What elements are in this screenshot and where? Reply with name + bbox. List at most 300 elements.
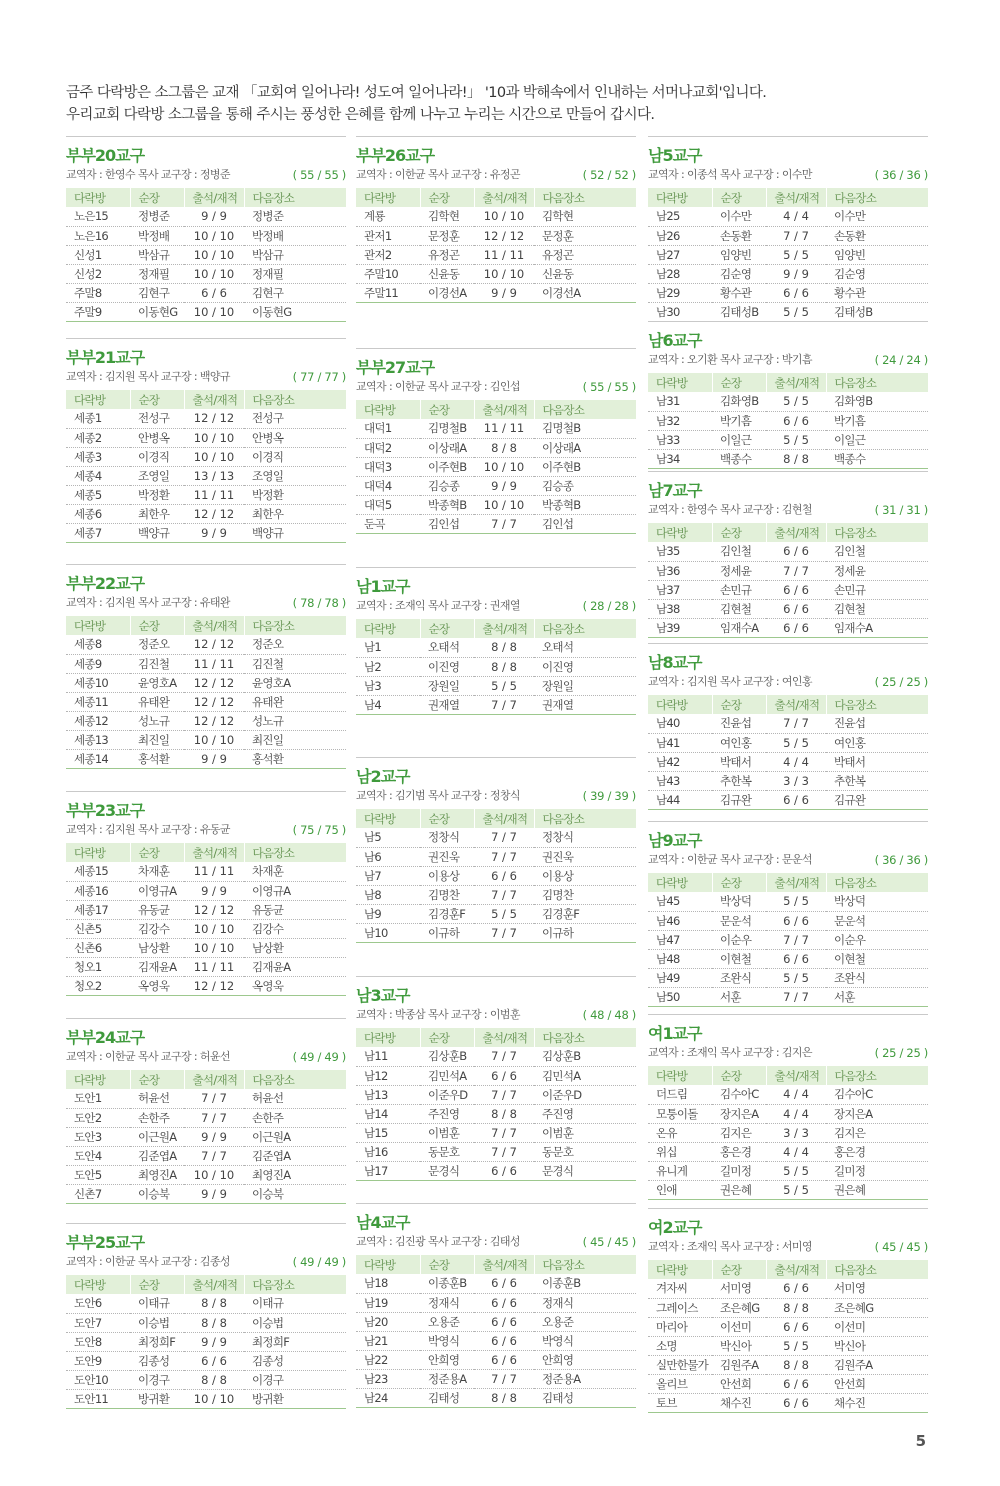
cell-next-place: 김순영 [826, 264, 928, 283]
cell-leader: 허윤선 [130, 1089, 184, 1108]
cell-next-place: 김태성B [826, 302, 928, 321]
cell-darakbang: 남40 [648, 714, 712, 733]
table-row [356, 885, 636, 904]
cell-attendance: 7 / 7 [474, 514, 534, 533]
cell-attendance: 8 / 8 [766, 449, 826, 468]
table-row [356, 1293, 636, 1312]
district-group [66, 1233, 346, 1409]
table-row [648, 987, 928, 1006]
cell-leader: 채수진 [712, 1394, 766, 1413]
district-staff: 교역자 : 이한균 목사 교구장 : 김종성 [66, 1255, 230, 1268]
table-row [356, 495, 636, 514]
table-row [648, 618, 928, 637]
header-darakbang: 다락방 [648, 695, 712, 714]
cell-darakbang: 세종2 [66, 428, 130, 447]
table-row [356, 1142, 636, 1161]
district-info [648, 501, 928, 519]
cell-darakbang: 소명 [648, 1336, 712, 1355]
cell-leader: 김민석A [420, 1066, 474, 1085]
district-attendance-total: ( 24 / 24 ) [874, 353, 928, 367]
cell-leader: 김종성 [130, 1351, 184, 1370]
cell-attendance: 10 / 10 [184, 302, 244, 321]
district-staff: 교역자 : 한영수 목사 교구장 : 정병준 [66, 168, 230, 181]
table-row [66, 428, 346, 447]
cell-next-place: 박삼규 [244, 245, 346, 264]
district-table [66, 616, 346, 769]
cell-next-place: 이태규 [244, 1294, 346, 1313]
cell-attendance: 7 / 7 [474, 1142, 534, 1161]
cell-next-place: 이진영 [534, 657, 636, 676]
cell-attendance: 9 / 9 [474, 283, 534, 302]
group-divider [648, 471, 928, 472]
cell-attendance: 7 / 7 [474, 847, 534, 866]
district-info [648, 166, 928, 184]
cell-attendance: 7 / 7 [474, 828, 534, 847]
cell-leader: 권재열 [420, 695, 474, 714]
header-leader: 순장 [420, 1028, 474, 1047]
cell-attendance: 8 / 8 [474, 638, 534, 657]
cell-next-place: 정재식 [534, 1293, 636, 1312]
cell-next-place: 김학현 [534, 207, 636, 226]
district-table [648, 373, 928, 469]
district-staff: 교역자 : 이한균 목사 교구장 : 허윤선 [66, 1050, 230, 1063]
cell-next-place: 김현철 [826, 599, 928, 618]
table-row [66, 207, 346, 226]
district-group [356, 767, 636, 943]
cell-attendance: 6 / 6 [766, 599, 826, 618]
group-divider [648, 321, 928, 322]
district-info [356, 1233, 636, 1251]
group-divider [648, 1014, 928, 1015]
cell-next-place: 이일근 [826, 430, 928, 449]
table-row [648, 1104, 928, 1123]
district-info [66, 166, 346, 184]
table-row [356, 1104, 636, 1123]
district-table [356, 188, 636, 303]
cell-darakbang: 남37 [648, 580, 712, 599]
header-darakbang: 다락방 [356, 809, 420, 828]
table-header-row [66, 1070, 346, 1089]
header-next-place: 다음장소 [244, 390, 346, 409]
cell-leader: 박정배 [130, 226, 184, 245]
header-leader: 순장 [712, 523, 766, 542]
district-group [66, 574, 346, 769]
cell-leader: 박영식 [420, 1331, 474, 1350]
district-table [356, 619, 636, 715]
cell-attendance: 6 / 6 [766, 411, 826, 430]
district-staff: 교역자 : 오기환 목사 교구장 : 박기흠 [648, 353, 812, 366]
cell-darakbang: 남41 [648, 733, 712, 752]
cell-darakbang: 도안8 [66, 1332, 130, 1351]
cell-darakbang: 도안9 [66, 1351, 130, 1370]
cell-attendance: 5 / 5 [766, 733, 826, 752]
header-next-place: 다음장소 [534, 1255, 636, 1274]
table-row [356, 283, 636, 302]
district-info [66, 1253, 346, 1271]
cell-darakbang: 남39 [648, 618, 712, 637]
district-staff: 교역자 : 이한균 목사 교구장 : 문운석 [648, 853, 812, 866]
table-row [648, 449, 928, 468]
cell-darakbang: 신성2 [66, 264, 130, 283]
header-next-place: 다음장소 [244, 843, 346, 862]
cell-leader: 김진철 [130, 654, 184, 673]
cell-next-place: 문경식 [534, 1162, 636, 1181]
cell-darakbang: 세종7 [66, 524, 130, 543]
cell-leader: 김명철B [420, 419, 474, 438]
district-staff: 교역자 : 김진광 목사 교구장 : 김태성 [356, 1235, 520, 1248]
header-next-place: 다음장소 [826, 873, 928, 892]
cell-leader: 김재윤A [130, 957, 184, 976]
cell-attendance: 6 / 6 [766, 790, 826, 809]
cell-leader: 정준오 [130, 635, 184, 654]
district-staff: 교역자 : 김지원 목사 교구장 : 유태완 [66, 596, 230, 609]
table-row [356, 1331, 636, 1350]
cell-leader: 김준엽A [130, 1146, 184, 1165]
table-row [66, 1108, 346, 1127]
table-row [66, 692, 346, 711]
cell-attendance: 6 / 6 [474, 866, 534, 885]
district-title: 부부22교구 [66, 574, 145, 593]
cell-attendance: 4 / 4 [766, 1085, 826, 1104]
cell-attendance: 8 / 8 [474, 1104, 534, 1123]
header-next-place: 다음장소 [534, 809, 636, 828]
cell-next-place: 김승종 [534, 476, 636, 495]
cell-darakbang: 세종12 [66, 711, 130, 730]
district-table [356, 809, 636, 943]
cell-attendance: 4 / 4 [766, 1142, 826, 1161]
table-header-row [66, 1275, 346, 1294]
cell-darakbang: 도안5 [66, 1165, 130, 1184]
cell-darakbang: 주말8 [66, 283, 130, 302]
header-darakbang: 다락방 [356, 619, 420, 638]
cell-attendance: 6 / 6 [766, 283, 826, 302]
table-row [648, 1085, 928, 1104]
cell-leader: 권진욱 [420, 847, 474, 866]
cell-darakbang: 신촌7 [66, 1184, 130, 1203]
header-attendance: 출석/재적 [184, 1275, 244, 1294]
cell-darakbang: 남9 [356, 904, 420, 923]
header-darakbang: 다락방 [66, 188, 130, 207]
cell-attendance: 9 / 9 [184, 750, 244, 769]
cell-attendance: 6 / 6 [766, 1317, 826, 1336]
district-attendance-total: ( 45 / 45 ) [874, 1240, 928, 1254]
table-row [648, 1298, 928, 1317]
cell-attendance: 10 / 10 [474, 495, 534, 514]
cell-leader: 안선희 [712, 1374, 766, 1393]
header-next-place: 다음장소 [244, 1070, 346, 1089]
cell-leader: 이승법 [130, 1313, 184, 1332]
district-table [356, 1255, 636, 1408]
header-darakbang: 다락방 [66, 390, 130, 409]
cell-leader: 이규하 [420, 923, 474, 942]
district-info [356, 597, 636, 615]
cell-darakbang: 남13 [356, 1085, 420, 1104]
cell-next-place: 이주현B [534, 457, 636, 476]
cell-next-place: 옥영욱 [244, 977, 346, 996]
table-header-row [356, 188, 636, 207]
table-row [356, 419, 636, 438]
table-row [356, 847, 636, 866]
header-attendance: 출석/재적 [184, 1070, 244, 1089]
cell-attendance: 7 / 7 [766, 714, 826, 733]
header-darakbang: 다락방 [66, 616, 130, 635]
table-row [648, 580, 928, 599]
cell-leader: 안병옥 [130, 428, 184, 447]
cell-attendance: 11 / 11 [474, 419, 534, 438]
cell-attendance: 6 / 6 [474, 1312, 534, 1331]
district-table [356, 1028, 636, 1181]
cell-darakbang: 실만한물가 [648, 1355, 712, 1374]
cell-leader: 차재훈 [130, 862, 184, 881]
header-leader: 순장 [130, 188, 184, 207]
table-row [356, 1389, 636, 1408]
cell-darakbang: 대덕3 [356, 457, 420, 476]
group-divider [356, 136, 636, 137]
header-leader: 순장 [130, 843, 184, 862]
table-row [356, 1312, 636, 1331]
header-leader: 순장 [420, 1255, 474, 1274]
cell-leader: 이주현B [420, 457, 474, 476]
table-row [66, 1389, 346, 1408]
district-title: 남5교구 [648, 146, 702, 165]
cell-darakbang: 세종8 [66, 635, 130, 654]
cell-darakbang: 남32 [648, 411, 712, 430]
cell-attendance: 10 / 10 [184, 1389, 244, 1408]
header-attendance: 출석/재적 [184, 390, 244, 409]
cell-darakbang: 남10 [356, 923, 420, 942]
table-row [648, 542, 928, 561]
cell-next-place: 이범훈 [534, 1123, 636, 1142]
district-attendance-total: ( 52 / 52 ) [582, 168, 636, 182]
cell-darakbang: 남8 [356, 885, 420, 904]
cell-leader: 진윤섭 [712, 714, 766, 733]
cell-leader: 박정환 [130, 485, 184, 504]
district-title: 남7교구 [648, 481, 702, 500]
cell-attendance: 6 / 6 [766, 542, 826, 561]
header-attendance: 출석/재적 [766, 1066, 826, 1085]
cell-attendance: 10 / 10 [184, 264, 244, 283]
cell-darakbang: 주말9 [66, 302, 130, 321]
cell-darakbang: 남20 [356, 1312, 420, 1331]
cell-next-place: 성노규 [244, 711, 346, 730]
district-table [66, 1275, 346, 1409]
cell-attendance: 5 / 5 [766, 1336, 826, 1355]
cell-attendance: 8 / 8 [184, 1370, 244, 1389]
cell-leader: 길미정 [712, 1161, 766, 1180]
cell-next-place: 정재필 [244, 264, 346, 283]
table-row [356, 1066, 636, 1085]
cell-darakbang: 남33 [648, 430, 712, 449]
cell-next-place: 김태성 [534, 1389, 636, 1408]
district-group [66, 348, 346, 543]
cell-next-place: 이종훈B [534, 1274, 636, 1293]
table-row [66, 1332, 346, 1351]
cell-attendance: 10 / 10 [184, 938, 244, 957]
cell-leader: 이수만 [712, 207, 766, 226]
cell-next-place: 김인섭 [534, 514, 636, 533]
cell-attendance: 7 / 7 [474, 695, 534, 714]
cell-darakbang: 온유 [648, 1123, 712, 1142]
cell-next-place: 백종수 [826, 449, 928, 468]
cell-darakbang: 대덕2 [356, 438, 420, 457]
header-leader: 순장 [130, 1070, 184, 1089]
cell-darakbang: 남31 [648, 392, 712, 411]
header-darakbang: 다락방 [66, 843, 130, 862]
table-row [648, 1161, 928, 1180]
district-attendance-total: ( 48 / 48 ) [582, 1008, 636, 1022]
cell-attendance: 11 / 11 [184, 957, 244, 976]
cell-next-place: 김명찬 [534, 885, 636, 904]
district-title: 부부27교구 [356, 358, 435, 377]
cell-leader: 정세윤 [712, 561, 766, 580]
district-staff: 교역자 : 이한균 목사 교구장 : 유정곤 [356, 168, 520, 181]
table-row [356, 828, 636, 847]
cell-darakbang: 마리아 [648, 1317, 712, 1336]
cell-darakbang: 도안11 [66, 1389, 130, 1408]
table-row [648, 245, 928, 264]
cell-leader: 문경식 [420, 1162, 474, 1181]
cell-attendance: 6 / 6 [474, 1066, 534, 1085]
table-row [648, 949, 928, 968]
table-row [356, 866, 636, 885]
cell-leader: 장지은A [712, 1104, 766, 1123]
header-darakbang: 다락방 [648, 1066, 712, 1085]
header-next-place: 다음장소 [826, 1066, 928, 1085]
cell-darakbang: 남7 [356, 866, 420, 885]
table-row [66, 447, 346, 466]
district-attendance-total: ( 39 / 39 ) [582, 789, 636, 803]
table-row [648, 226, 928, 245]
cell-next-place: 권재열 [534, 695, 636, 714]
cell-next-place: 안선희 [826, 1374, 928, 1393]
district-title: 부부24교구 [66, 1028, 145, 1047]
cell-leader: 김태성 [420, 1389, 474, 1408]
header-attendance: 출석/재적 [474, 1255, 534, 1274]
district-title: 남3교구 [356, 986, 410, 1005]
cell-attendance: 5 / 5 [474, 676, 534, 695]
cell-darakbang: 주말10 [356, 264, 420, 283]
cell-next-place: 김재윤A [244, 957, 346, 976]
district-attendance-total: ( 55 / 55 ) [292, 168, 346, 182]
cell-attendance: 6 / 6 [766, 911, 826, 930]
cell-next-place: 손한주 [244, 1108, 346, 1127]
cell-leader: 조은혜G [712, 1298, 766, 1317]
header-attendance: 출석/재적 [474, 400, 534, 419]
cell-darakbang: 도안3 [66, 1127, 130, 1146]
table-header-row [648, 523, 928, 542]
cell-darakbang: 청오1 [66, 957, 130, 976]
cell-leader: 손동환 [712, 226, 766, 245]
cell-attendance: 6 / 6 [766, 618, 826, 637]
cell-attendance: 9 / 9 [184, 524, 244, 543]
district-staff: 교역자 : 김기범 목사 교구장 : 정창식 [356, 789, 520, 802]
table-row [66, 750, 346, 769]
district-info [66, 594, 346, 612]
cell-next-place: 채수진 [826, 1394, 928, 1413]
table-row [648, 302, 928, 321]
cell-next-place: 권진욱 [534, 847, 636, 866]
cell-leader: 김승종 [420, 476, 474, 495]
intro-line-1: 금주 다락방은 소그룹은 교재 「교회여 일어나라! 성도여 일어나라!」 '10과 박해속에서 인내하는 서머나교회'입니다. [66, 85, 767, 101]
cell-leader: 이순우 [712, 930, 766, 949]
district-title: 남4교구 [356, 1213, 410, 1232]
cell-attendance: 12 / 12 [184, 692, 244, 711]
cell-darakbang: 남36 [648, 561, 712, 580]
cell-leader: 정준용A [420, 1369, 474, 1388]
district-table [648, 695, 928, 810]
cell-attendance: 8 / 8 [184, 1313, 244, 1332]
header-attendance: 출석/재적 [184, 843, 244, 862]
cell-darakbang: 남45 [648, 892, 712, 911]
cell-next-place: 박신아 [826, 1336, 928, 1355]
cell-darakbang: 도안7 [66, 1313, 130, 1332]
table-row [648, 892, 928, 911]
cell-attendance: 5 / 5 [766, 392, 826, 411]
cell-darakbang: 남35 [648, 542, 712, 561]
cell-attendance: 12 / 12 [184, 711, 244, 730]
cell-leader: 김인섭 [420, 514, 474, 533]
cell-darakbang: 청오2 [66, 977, 130, 996]
cell-next-place: 김지은 [826, 1123, 928, 1142]
table-row [66, 466, 346, 485]
cell-next-place: 박종혁B [534, 495, 636, 514]
cell-leader: 이진영 [420, 657, 474, 676]
cell-attendance: 6 / 6 [184, 283, 244, 302]
cell-next-place: 남상환 [244, 938, 346, 957]
cell-attendance: 5 / 5 [766, 245, 826, 264]
group-divider [66, 338, 346, 339]
cell-attendance: 7 / 7 [766, 987, 826, 1006]
district-table [356, 400, 636, 534]
cell-darakbang: 세종6 [66, 504, 130, 523]
header-attendance: 출석/재적 [766, 873, 826, 892]
cell-darakbang: 남42 [648, 752, 712, 771]
table-row [66, 673, 346, 692]
cell-leader: 이동현G [130, 302, 184, 321]
cell-darakbang: 주말11 [356, 283, 420, 302]
cell-attendance: 12 / 12 [184, 977, 244, 996]
cell-darakbang: 세종11 [66, 692, 130, 711]
cell-leader: 김수아C [712, 1085, 766, 1104]
cell-next-place: 윤영호A [244, 673, 346, 692]
district-staff: 교역자 : 이한균 목사 교구장 : 김인섭 [356, 380, 520, 393]
cell-darakbang: 남4 [356, 695, 420, 714]
district-group [648, 653, 928, 810]
cell-attendance: 5 / 5 [766, 1180, 826, 1199]
table-header-row [66, 188, 346, 207]
cell-darakbang: 남30 [648, 302, 712, 321]
district-info [356, 166, 636, 184]
cell-next-place: 박상덕 [826, 892, 928, 911]
cell-leader: 성노규 [130, 711, 184, 730]
table-header-row [356, 619, 636, 638]
table-row [648, 561, 928, 580]
header-darakbang: 다락방 [648, 873, 712, 892]
district-group [648, 481, 928, 638]
cell-next-place: 권은혜 [826, 1180, 928, 1199]
district-table [66, 1070, 346, 1204]
table-row [648, 771, 928, 790]
header-next-place: 다음장소 [826, 695, 928, 714]
table-row [356, 695, 636, 714]
cell-attendance: 4 / 4 [766, 207, 826, 226]
district-title: 남8교구 [648, 653, 702, 672]
cell-darakbang: 세종9 [66, 654, 130, 673]
cell-attendance: 8 / 8 [474, 438, 534, 457]
cell-next-place: 이상래A [534, 438, 636, 457]
cell-darakbang: 세종3 [66, 447, 130, 466]
cell-darakbang: 도안10 [66, 1370, 130, 1389]
